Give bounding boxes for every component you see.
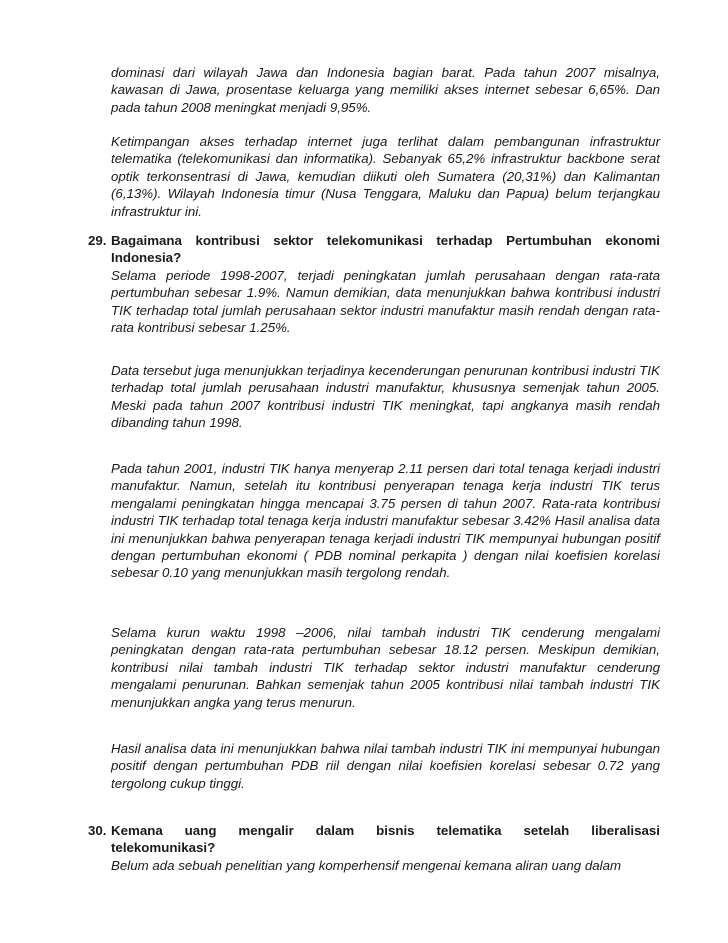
question-number: 29. [88,233,107,248]
answer-paragraph: Selama periode 1998-2007, terjadi peningkatan jumlah perusahaan dengan rata-rata pertumbuhan sebesar 1.9%. Namun demikian, data menunjukkan bahwa kontribusi industri TIK terhadap total jumlah perusahaan sektor industri manufaktur masih rendah dengan rata-rata kontribusi sebesar 1.25%. [111,268,660,336]
paragraph-intro: dominasi dari wilayah Jawa dan Indonesia bagian barat. Pada tahun 2007 misalnya, kawasan di Jawa, prosentase keluarga yang memiliki akses internet sebesar 6,65%. Dan pada tahun 2008 meningkat menjadi 9,95%. [111,65,660,115]
answer-paragraph: Selama kurun waktu 1998 –2006, nilai tambah industri TIK cenderung mengalami peningkatan dengan rata-rata pertumbuhan sebesar 18.12 persen. Meskipun demikian, kontribusi nilai tambah industri TIK terhadap sektor industri manufaktur cenderung mengalami penurunan. Bahkan semenjak tahun 2005 kontribusi nilai tambah industri TIK menunjukkan angka yang terus menurun. [111,625,660,710]
question-title: Bagaimana kontribusi sektor telekomunikasi terhadap Pertumbuhan ekonomi Indonesia? [111,233,660,266]
question-number: 30. [88,823,107,838]
answer-paragraph: Pada tahun 2001, industri TIK hanya menyerap 2.11 persen dari total tenaga kerjadi industri manufaktur. Namun, setelah itu kontribusi penyerapan tenaga kerja industri TIK terus mengalami peningkatan hingga mencapai 3.75 persen di tahun 2007. Rata-rata kontribusi industri TIK terhadap total tenaga kerja industri manufaktur sebesar 3.42% Hasil analisa data ini menunjukkan bahwa penyerapan tenaga kerjadi industri TIK mempunyai hubungan positif dengan pertumbuhan ekonomi ( PDB nominal perkapita ) dengan nilai koefisien korelasi sebesar 0.10 yang menunjukkan masih tergolong rendah. [111,461,660,581]
answer-paragraph: Belum ada sebuah penelitian yang komperhensif mengenai kemana aliran uang dalam [111,858,622,873]
answer-paragraph: Data tersebut juga menunjukkan terjadinya kecenderungan penurunan kontribusi industri TIK terhadap total jumlah perusahaan industri manufaktur, khususnya semenjak tahun 2005. Meski pada tahun 2007 kontribusi industri TIK meningkat, tapi angkanya masih rendah dibanding tahun 1998. [111,363,660,431]
answer-paragraph: Hasil analisa data ini menunjukkan bahwa nilai tambah industri TIK ini mempunyai hubungan positif dengan pertumbuhan PDB riil dengan nilai koefisien korelasi sebesar 0.72 yang tergolong cukup tinggi. [111,741,660,791]
paragraph-infrastructure: Ketimpangan akses terhadap internet juga terlihat dalam pembangunan infrastruktur telematika (telekomunikasi dan informatika). Sebanyak 65,2% infrastruktur backbone serat optik terkonsentrasi di Jawa, kemudian diikuti oleh Sumatera (20,31%) dan Kalimantan (6,13%). Wilayah Indonesia timur (Nusa Tenggara, Maluku dan Papua) belum terjangkau infrastruktur ini. [111,134,660,219]
question-title: Kemana uang mengalir dalam bisnis telematika setelah liberalisasi telekomunikasi? [111,823,660,856]
